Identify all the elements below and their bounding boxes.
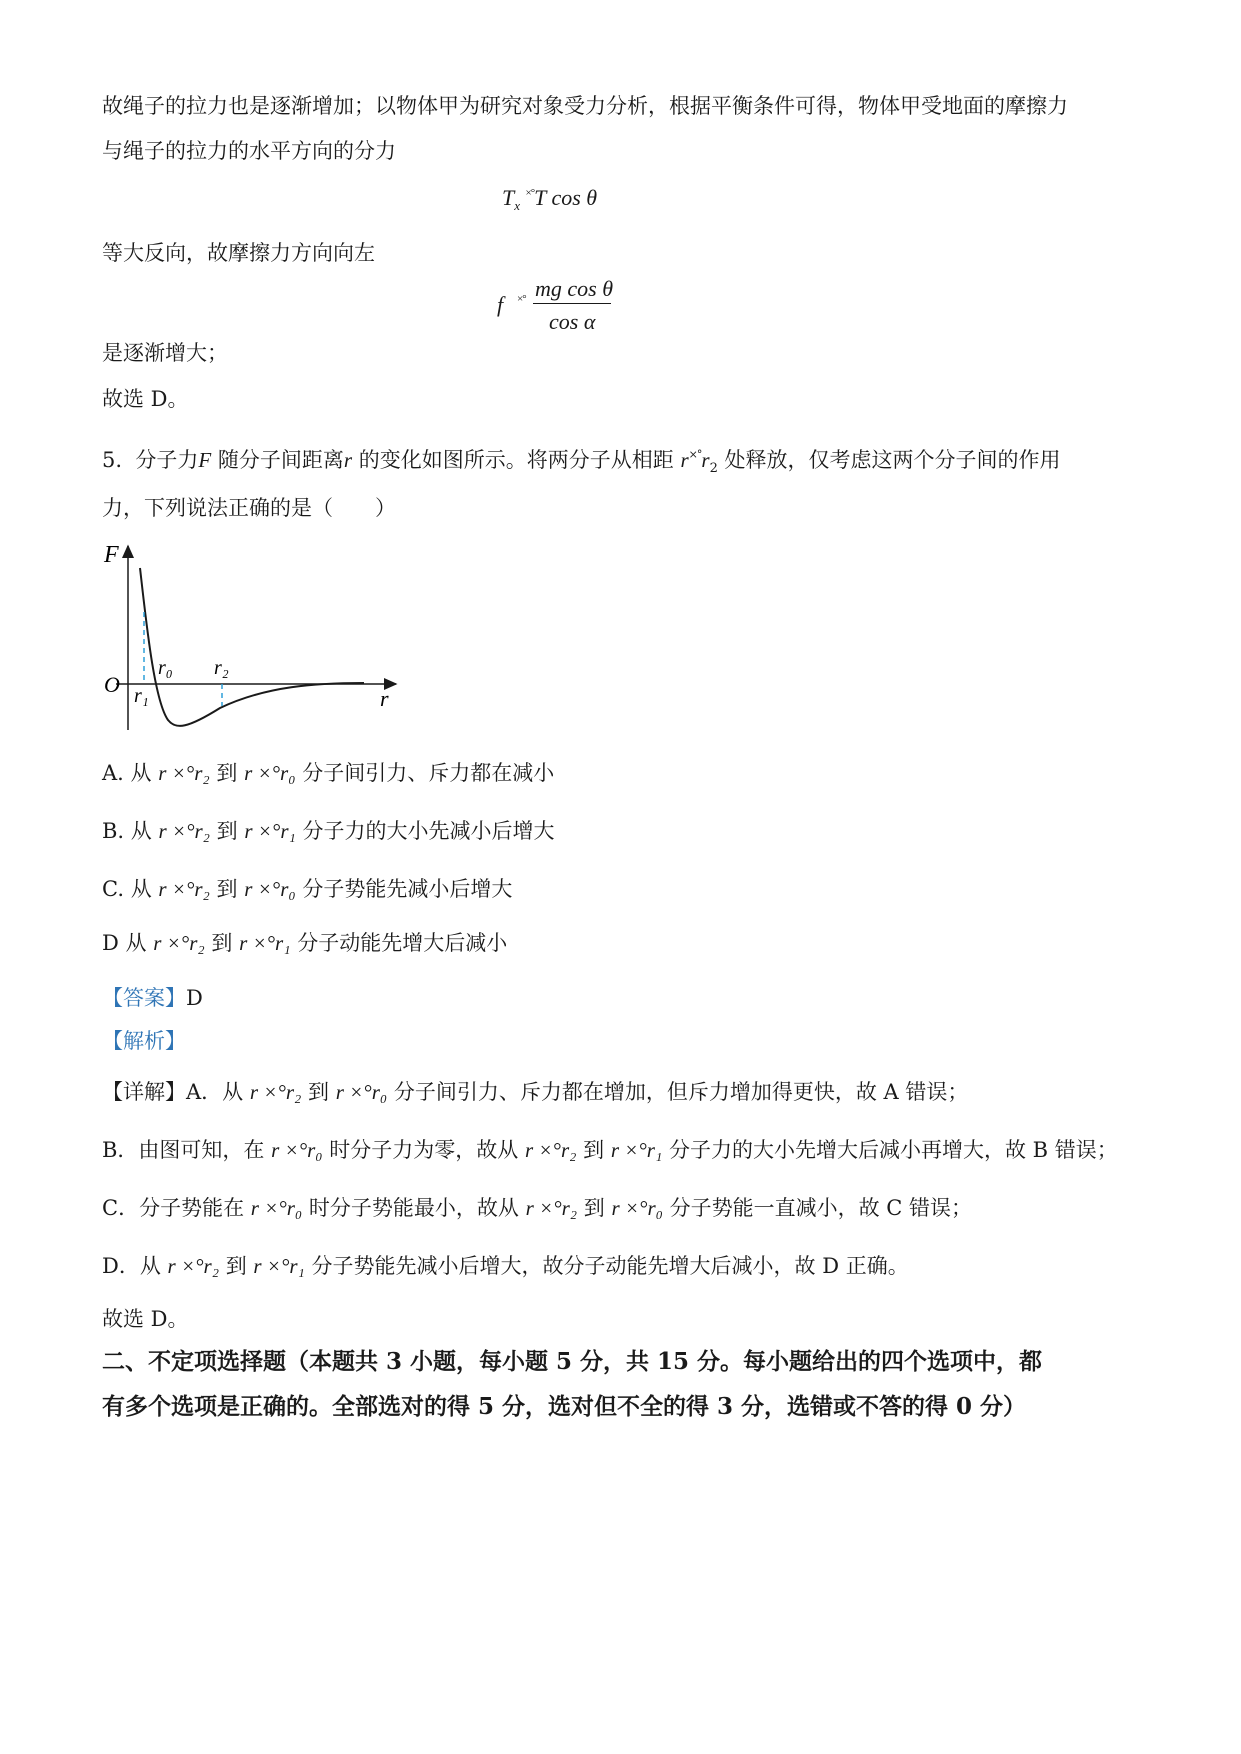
detail-b: B．由图可知，在 r ×°r₀ 时分子力为零，故从 r ×°r₂ 到 r ×°r₁ 分子力的大小先增大后减小再增大，故 B 错误； [102, 1138, 1118, 1162]
answer-tag: 【答案】 [102, 986, 186, 1010]
x-label: r [380, 686, 389, 711]
r1-label: r₁ [134, 685, 149, 707]
force-curve [140, 568, 364, 726]
detail-d: D．从 r ×°r₂ 到 r ×°r₁ 分子势能先减小后增大，故分子动能先增大后减小，故 D 正确。 [102, 1254, 909, 1278]
text-line: 是逐渐增大； [102, 341, 228, 365]
text-line: 与绳子的拉力的水平方向的分力 [102, 139, 396, 163]
option-c: C. 从 r ×°r₂ 到 r ×°r₀ 分子势能先减小后增大 [102, 877, 513, 901]
option-a: A. 从 r ×°r₂ 到 r ×°r₀ 分子间引力、斥力都在减小 [102, 761, 555, 785]
y-label: F [104, 542, 119, 568]
option-d: D 从 r ×°r₂ 到 r ×°r₁ 分子动能先增大后减小 [102, 931, 508, 955]
detail-a: 【详解】A．从 r ×°r₂ 到 r ×°r₀ 分子间引力、斥力都在增加，但斥力增加得更快，故 A 错误； [102, 1080, 969, 1104]
detail-end: 故选 D。 [102, 1307, 189, 1331]
question-stem: 5. 分子力F 随分子间距离r 的变化如图所示。将两分子从相距 $r^{\times^\circ}r_2$ 处释放，仅考虑这两个分子间的作用 [102, 448, 1061, 476]
section-heading: 有多个选项是正确的。全部选对的得 5 分，选对但不全的得 3 分，选错或不答的得 0 分） [102, 1393, 1027, 1420]
text-line: 故绳子的拉力也是逐渐增加；以物体甲为研究对象受力分析，根据平衡条件可得，物体甲受地面的摩擦力 [102, 94, 1068, 118]
r2-label: r₂ [214, 657, 229, 679]
text-line: 等大反向，故摩擦力方向向左 [102, 241, 375, 265]
answer-line: 【答案】D [102, 986, 203, 1010]
detail-c: C．分子势能在 r ×°r₀ 时分子势能最小，故从 r ×°r₂ 到 r ×°r₀ 分子势能一直减小，故 C 错误； [102, 1196, 973, 1220]
analysis-tag: 【解析】 [102, 1029, 186, 1053]
equation-tx: $T_x$ ×°T cos θ [502, 185, 598, 213]
text-line: 故选 D。 [102, 387, 189, 411]
question-stem: 力，下列说法正确的是（ ） [102, 496, 396, 520]
force-distance-graph [96, 540, 416, 735]
r0-label: r₀ [158, 657, 173, 679]
origin-label: O [104, 672, 120, 697]
option-b: B. 从 r ×°r₂ 到 r ×°r₁ 分子力的大小先减小后增大 [102, 819, 555, 843]
section-heading: 二、不定项选择题（本题共 3 小题，每小题 5 分，共 15 分。每小题给出的四个选项中，都 [102, 1348, 1043, 1375]
